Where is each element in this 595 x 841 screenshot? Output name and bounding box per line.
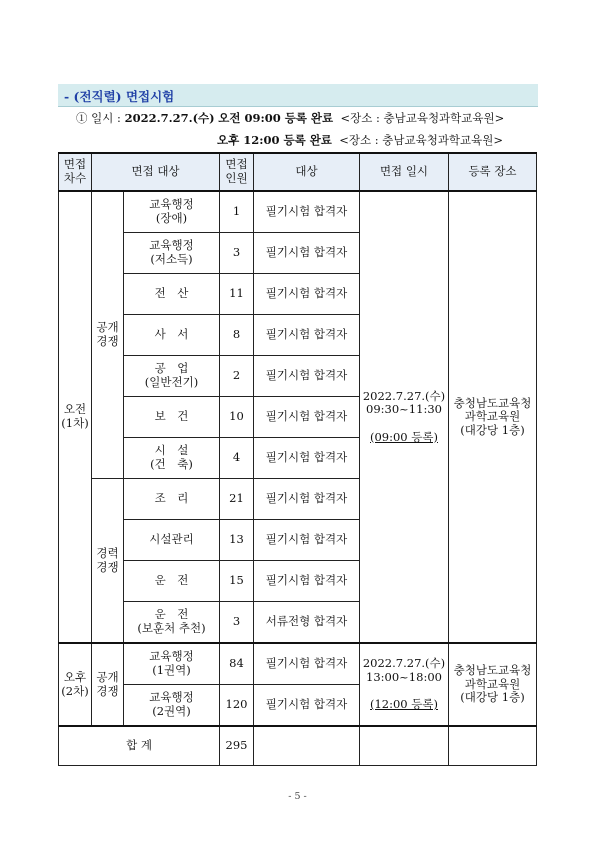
morning-round-cell: 오전 (1차) [59,191,92,643]
subject-cell: 필기시험 합격자 [254,274,360,315]
subject-cell: 필기시험 합격자 [254,438,360,479]
count-cell: 15 [220,561,254,602]
total-row [59,726,537,766]
target-cell: 시 설 (건 축) [124,438,220,479]
total-empty-cell [254,726,360,766]
count-cell: 11 [220,274,254,315]
schedule-line-1 [76,110,504,126]
page-number: - 5 - [288,791,307,802]
target-cell: 교육행정 (저소득) [124,233,220,274]
target-cell: 교육행정 (1권역) [124,643,220,685]
morning-open-group-cell: 공개 경쟁 [92,191,124,479]
target-cell: 전 산 [124,274,220,315]
subject-cell: 필기시험 합격자 [254,233,360,274]
subject-cell: 필기시험 합격자 [254,561,360,602]
morning-datetime-cell: 2022.7.27.(수) 09:30~11:30 (09:00 등록) [360,191,449,643]
count-cell: 10 [220,397,254,438]
afternoon-datetime-cell: 2022.7.27.(수) 13:00~18:00 (12:00 등록) [360,643,449,726]
header-datetime: 면접 일시 [360,153,449,191]
total-empty-cell [360,726,449,766]
count-cell: 4 [220,438,254,479]
subject-cell: 서류전형 합격자 [254,602,360,644]
header-count: 면접 인원 [220,153,254,191]
subject-cell: 필기시험 합격자 [254,315,360,356]
total-count: 295 [220,726,254,766]
total-empty-cell [449,726,537,766]
header-place: 등록 장소 [449,153,537,191]
afternoon-round-cell: 오후 (2차) [59,643,92,726]
table-row [59,191,537,233]
morning-place-cell: 충청남도교육청 과학교육원 (대강당 1층) [449,191,537,643]
subject-cell: 필기시험 합격자 [254,397,360,438]
target-cell: 조 리 [124,479,220,520]
target-cell: 공 업 (일반전기) [124,356,220,397]
target-cell: 운 전 [124,561,220,602]
morning-career-group-cell: 경력 경쟁 [92,479,124,644]
target-cell: 사 서 [124,315,220,356]
schedule-morning-registration: 오전 09:00 등록 완료 [218,111,334,125]
schedule-date: 2022.7.27.(수) [124,111,215,125]
schedule-afternoon-registration: 오후 12:00 등록 완료 [217,133,332,147]
header-subject: 대상 [254,153,360,191]
header-target: 면접 대상 [92,153,220,191]
subject-cell: 필기시험 합격자 [254,191,360,233]
count-cell: 13 [220,520,254,561]
target-cell: 운 전 (보훈처 추천) [124,602,220,644]
count-cell: 1 [220,191,254,233]
subject-cell: 필기시험 합격자 [254,643,360,685]
count-cell: 120 [220,685,254,727]
table-row [59,643,537,685]
total-label: 합 계 [59,726,220,766]
count-cell: 84 [220,643,254,685]
subject-cell: 필기시험 합격자 [254,356,360,397]
subject-cell: 필기시험 합격자 [254,685,360,727]
afternoon-place-cell: 충청남도교육청 과학교육원 (대강당 1층) [449,643,537,726]
header-round: 면접 차수 [59,153,92,191]
target-cell: 교육행정 (2권역) [124,685,220,727]
section-heading: - (전직렬) 면접시험 [64,89,175,104]
schedule-line-2 [217,132,503,148]
target-cell: 시설관리 [124,520,220,561]
schedule-afternoon-place: <장소 : 충남교육청과학교육원> [339,133,503,147]
interview-schedule-table [58,152,537,766]
count-cell: 21 [220,479,254,520]
afternoon-group-cell: 공개 경쟁 [92,643,124,726]
subject-cell: 필기시험 합격자 [254,520,360,561]
target-cell: 교육행정 (장애) [124,191,220,233]
count-cell: 3 [220,602,254,644]
count-cell: 3 [220,233,254,274]
count-cell: 2 [220,356,254,397]
subject-cell: 필기시험 합격자 [254,479,360,520]
count-cell: 8 [220,315,254,356]
table-header-row [59,153,537,191]
target-cell: 보 건 [124,397,220,438]
section-heading-bar [58,84,538,107]
schedule-morning-place: <장소 : 충남교육청과학교육원> [340,111,505,125]
schedule-bullet: ① 일시 : [76,111,121,125]
